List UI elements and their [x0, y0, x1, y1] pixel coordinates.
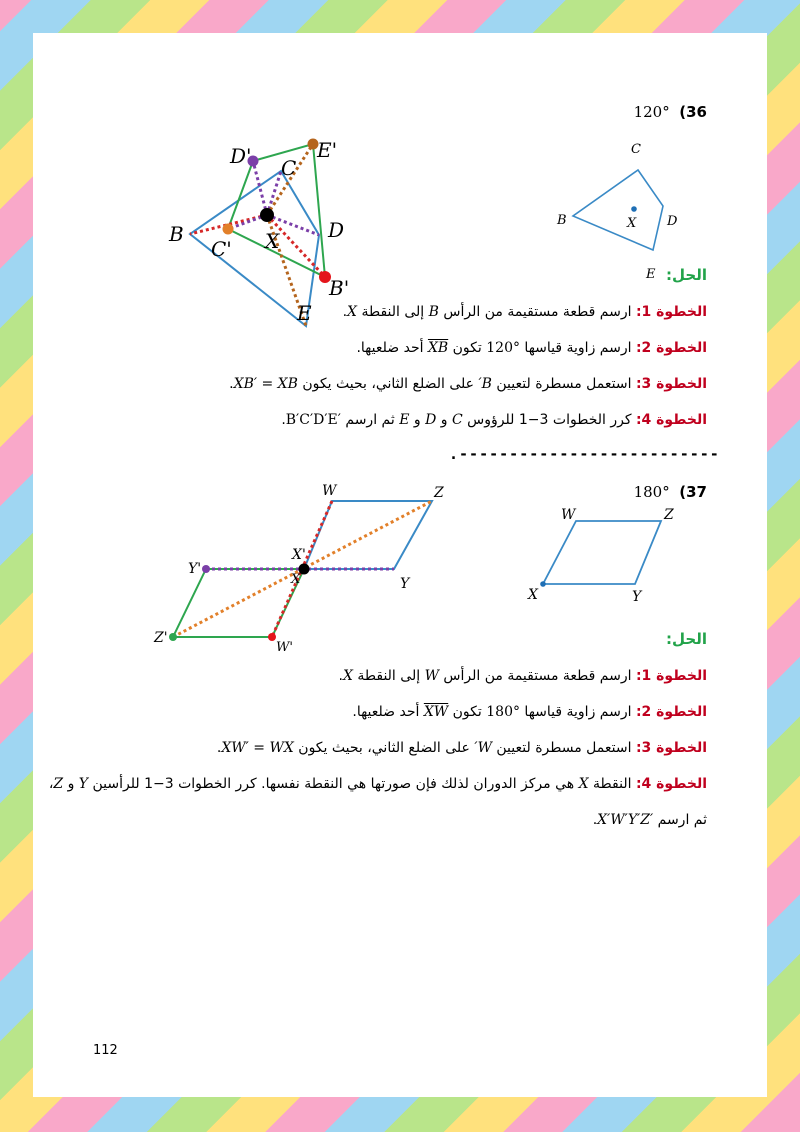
- q37-step-2: الخطوة 2: ارسم زاوية قياسها 180° تكون XW أحد ضلعيها.: [352, 704, 707, 720]
- q37-sol-label-x1: X': [292, 547, 306, 563]
- q37-solution-figure: [148, 481, 468, 661]
- q37-step-1: الخطوة 1: ارسم قطعة مستقيمة من الرأس W إلى النقطة X.: [338, 668, 707, 684]
- q37-angle: 180°: [633, 483, 670, 501]
- q37-sol-label-w1: W': [276, 640, 293, 655]
- q37-point-z1: [169, 633, 177, 641]
- q37-step-4: الخطوة 4: النقطة X هي مركز الدوران لذلك فإن صورتها هي النقطة نفسها. كرر الخطوات 3−1 للرأسين Y و Z،: [48, 776, 707, 792]
- q36-step-4: الخطوة 4: كرر الخطوات 3−1 للرؤوس C و D و E ثم ارسم B′C′D′E′.: [281, 412, 707, 428]
- q36-sol-label-d: D: [328, 218, 345, 242]
- q37-center-point: [540, 581, 546, 587]
- q36-solution-figure: [153, 123, 393, 333]
- q36-step-2: الخطوة 2: ارسم زاوية قياسها 120° تكون XB أحد ضلعيها.: [356, 340, 707, 356]
- q36-sol-label-c1: C': [211, 237, 232, 261]
- q36-step-3: الخطوة 3: استعمل مسطرة لتعيين B′ على الضلع الثاني، بحيث يكون XB′ = XB.: [229, 376, 707, 392]
- q37-label-x: X: [528, 587, 538, 603]
- q37-label-z: Z: [664, 507, 674, 523]
- q36-sol-label-x: X: [265, 229, 280, 253]
- q36-step-1: الخطوة 1: ارسم قطعة مستقيمة من الرأس B إلى النقطة X.: [342, 304, 707, 320]
- q36-sol-label-c: C: [281, 156, 297, 180]
- q37-parallelogram: [543, 521, 661, 584]
- q37-label-y: Y: [632, 589, 642, 605]
- q36-number: (36: [679, 103, 707, 121]
- section-separator: .--------------------------: [449, 445, 720, 463]
- q37-sol-label-y: Y: [400, 576, 410, 592]
- q36-sol-label-d1: D': [230, 144, 252, 168]
- q37-step-3: الخطوة 3: استعمل مسطرة لتعيين W′ على الضلع الثاني، بحيث يكون XW′ = WX.: [216, 740, 707, 756]
- q36-label-x: X: [627, 216, 637, 231]
- q36-header: [634, 103, 707, 121]
- q36-sol-label-e1: E': [317, 138, 338, 162]
- q36-label-d: D: [667, 214, 678, 229]
- q36-quadrilateral: [573, 170, 663, 250]
- q36-sol-label-b1: B': [329, 276, 350, 300]
- q37-figure: [518, 503, 688, 613]
- page-number: 112: [93, 1043, 118, 1058]
- page: [33, 33, 767, 1097]
- q37-sol-label-w: W: [322, 483, 337, 499]
- q36-center-x: [260, 208, 274, 222]
- q37-label-w: W: [561, 507, 576, 523]
- q37-sol-label-z1: Z': [154, 630, 168, 646]
- q36-label-c: C: [631, 142, 641, 157]
- q37-point-y1: [202, 565, 210, 573]
- q36-sol-label-e: E: [297, 301, 312, 325]
- q37-step-4-continued: ثم ارسم X′W′Y′Z′.: [592, 812, 707, 828]
- q36-point-c1: [223, 224, 234, 235]
- q36-label-b: B: [557, 213, 567, 228]
- q37-sol-label-z: Z: [434, 485, 444, 501]
- q37-number: (37: [679, 483, 707, 501]
- q36-center-point: [631, 206, 637, 212]
- q37-sol-label-x: X: [291, 572, 301, 587]
- q37-header: [634, 483, 707, 501]
- q36-sol-label-b: B: [169, 222, 184, 246]
- q36-label-e: E: [646, 267, 656, 282]
- q37-point-w1: [268, 633, 276, 641]
- q36-solution-heading: الحل:: [666, 266, 707, 284]
- q37-solution-heading: الحل:: [666, 630, 707, 648]
- q37-sol-label-y1: Y': [188, 561, 202, 577]
- q36-angle: 120°: [633, 103, 670, 121]
